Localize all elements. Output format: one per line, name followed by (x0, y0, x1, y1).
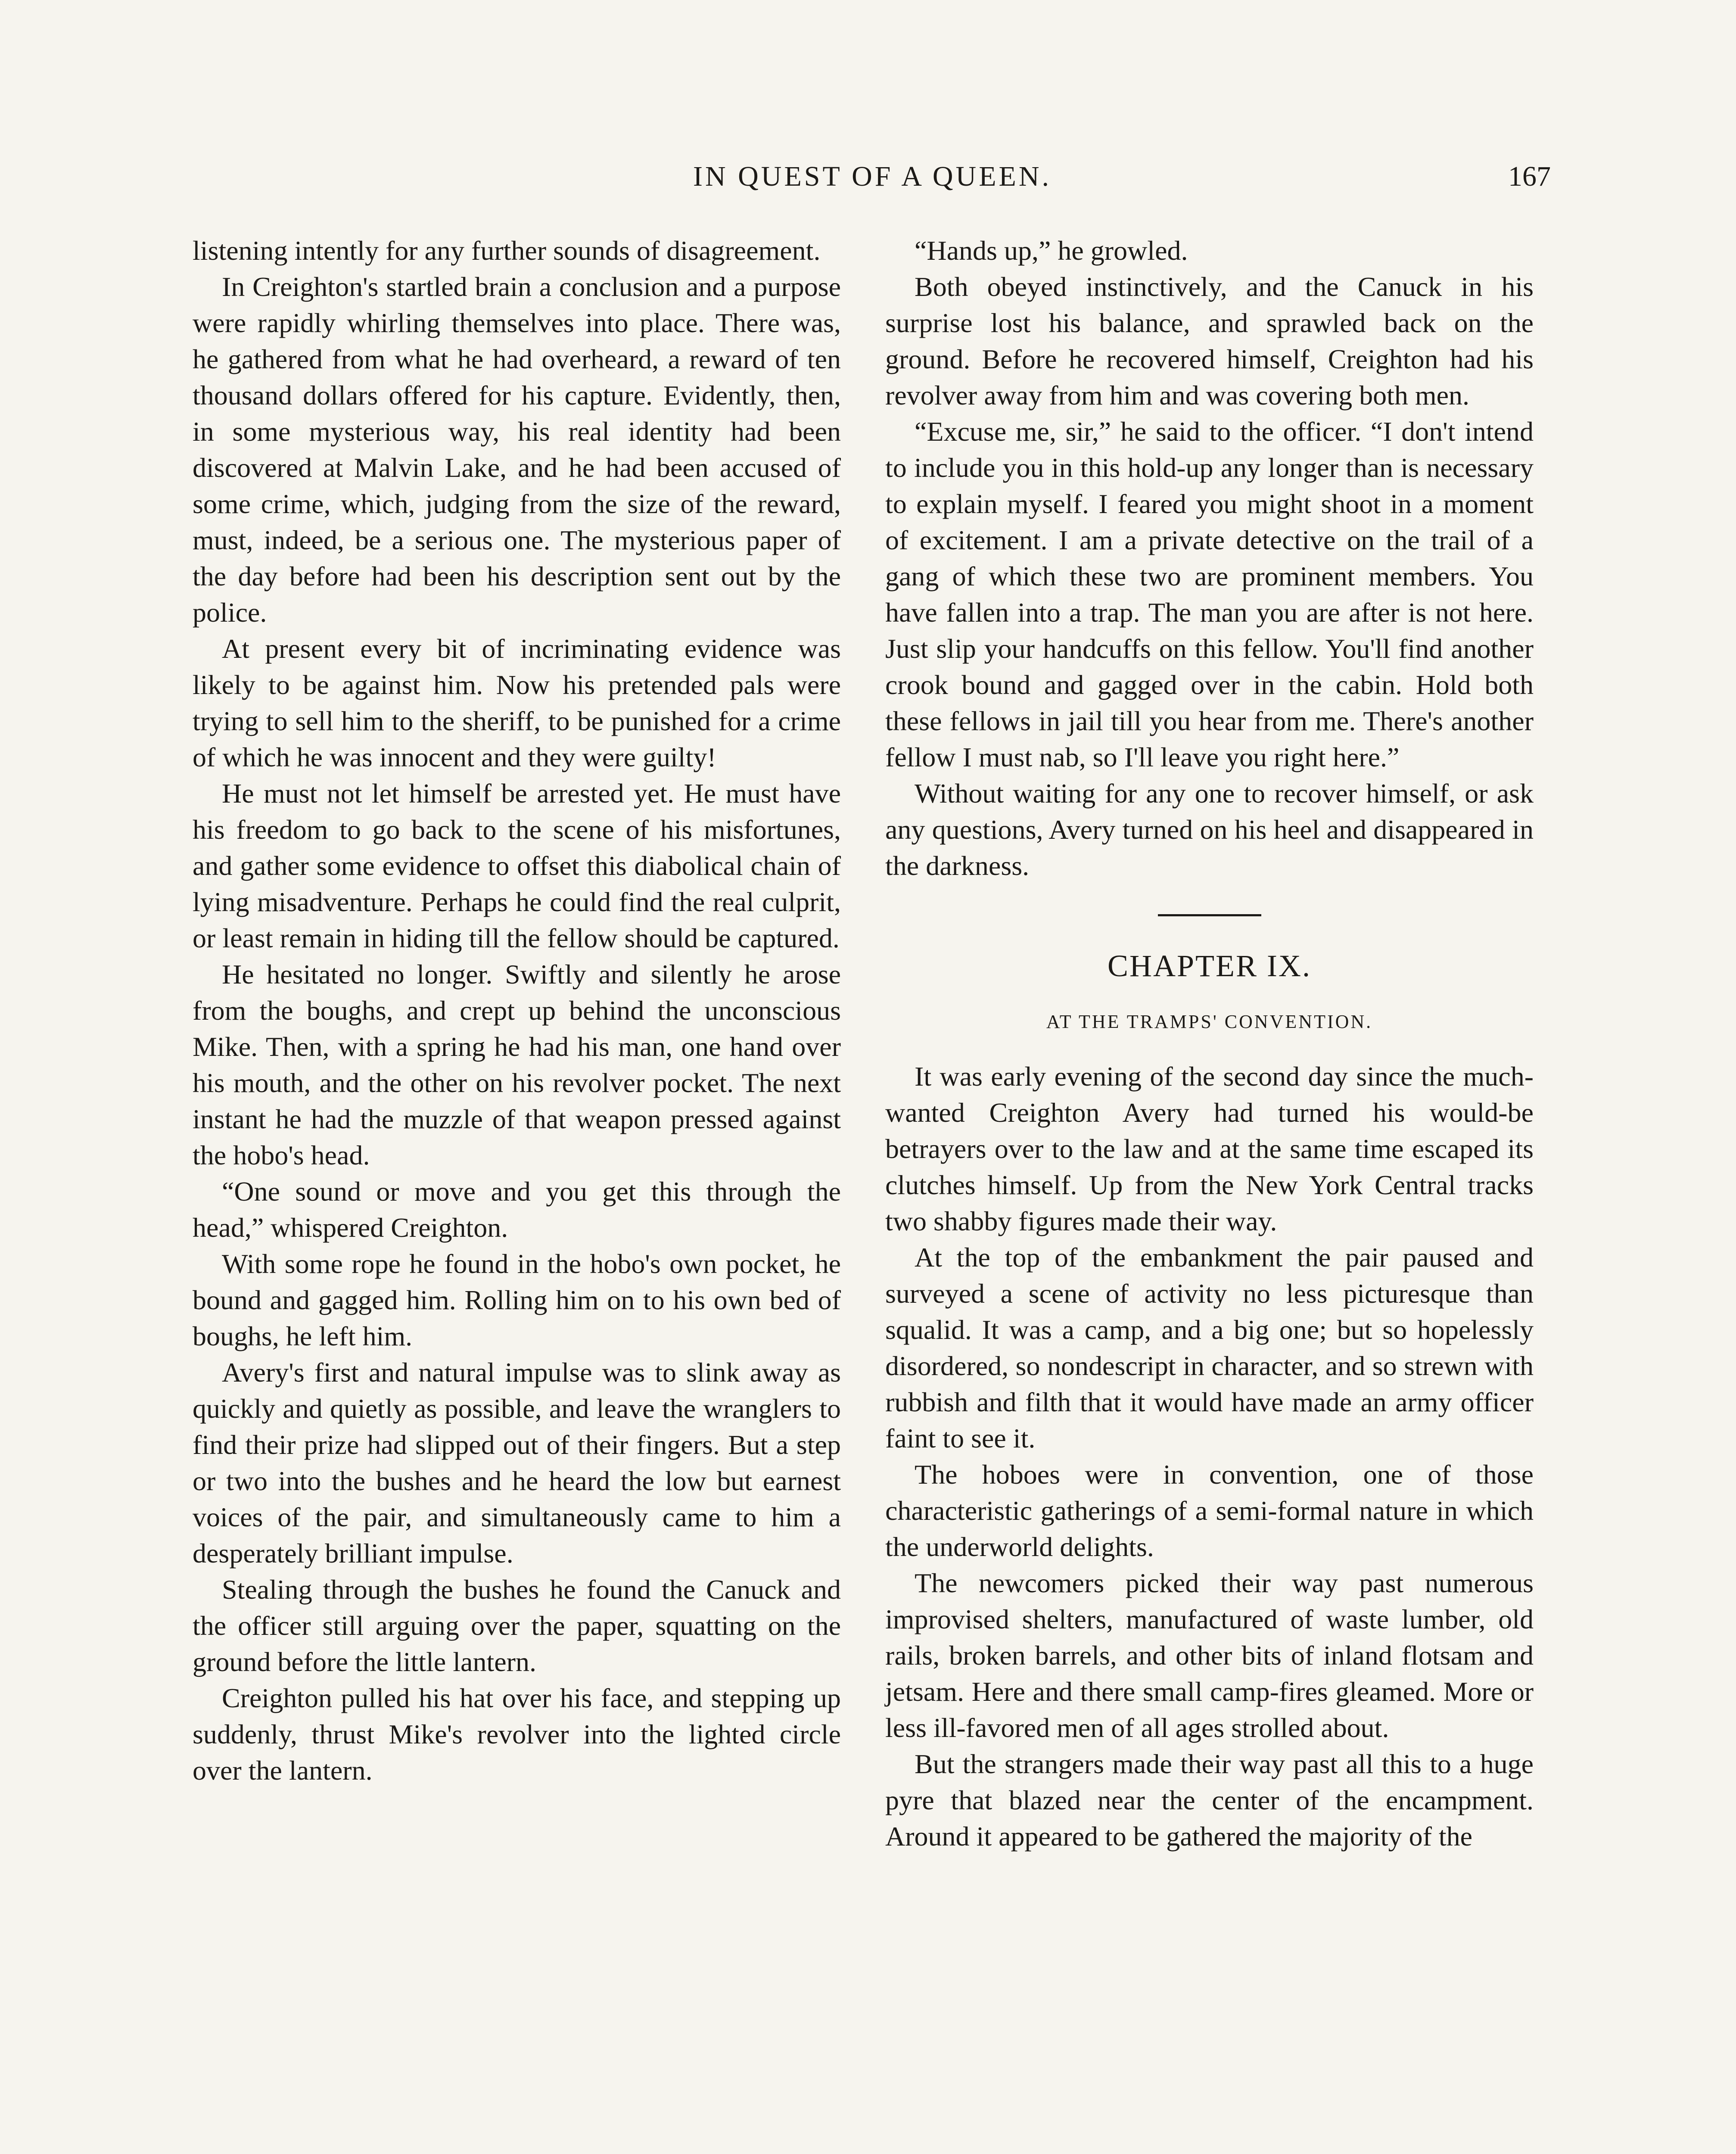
paragraph: “Excuse me, sir,” he said to the officer. “I don't intend to include you in this hold-up any longer than is necessary to explain myself. I feared you might shoot in a moment of excitement. I am a private detective on the trail of a gang of which these two are prominent members. You have fallen into a trap. The man you are after is not here. Just slip your handcuffs on this fellow. You'll find another crook bound and gagged over in the cabin. Hold both these fellows in jail till you hear from me. There's another fellow I must nab, so I'll leave you right here.” (885, 416, 1534, 772)
paragraph: Without waiting for any one to recover himself, or ask any questions, Avery turned on his heel and disappeared in the darkness. (885, 778, 1534, 881)
chapter-subtitle: AT THE TRAMPS' CONVENTION. (1046, 1011, 1373, 1032)
page-number: 167 (1508, 161, 1551, 192)
paragraph: The hoboes were in convention, one of those characteristic gatherings of a semi-formal nature in which the underworld delights. (885, 1459, 1534, 1562)
paragraph: “Hands up,” he growled. (915, 235, 1188, 266)
right-column (885, 233, 1534, 2154)
paragraph: At the top of the embankment the pair paused and surveyed a scene of activity no less picturesque than squalid. It was a camp, and a big one; but so hopelessly disordered, so nondescript in character, and so strewn with rubbish and filth that it would have made an army officer faint to see it. (885, 1242, 1534, 1454)
paragraph: With some rope he found in the hobo's own pocket, he bound and gagged him. Rolling him on to his own bed of boughs, he left him. (193, 1248, 841, 1351)
paragraph: It was early evening of the second day since the much-wanted Creighton Avery had turned his would-be betrayers over to the law and at the same time escaped its clutches himself. Up from the New York Central tracks two shabby figures made their way. (885, 1061, 1534, 1236)
paragraph: He hesitated no longer. Swiftly and silently he arose from the boughs, and crept up behind the unconscious Mike. Then, with a spring he had his man, one hand over his mouth, and the other on his revolver pocket. The next instant he had the muzzle of that weapon pressed against the hobo's head. (193, 959, 841, 1170)
paragraph: Stealing through the bushes he found the Canuck and the officer still arguing over the paper, squatting on the ground before the little lantern. (193, 1574, 841, 1677)
paragraph: In Creighton's startled brain a conclusion and a purpose were rapidly whirling themselves into place. There was, he gathered from what he had overheard, a reward of ten thousand dollars offered for his capture. Evidently, then, in some mysterious way, his real identity had been discovered at Malvin Lake, and he had been accused of some crime, which, judging from the size of the reward, must, indeed, be a serious one. The mysterious paper of the day before had been his description sent out by the police. (193, 271, 841, 628)
section-divider (1158, 914, 1261, 916)
paragraph: At present every bit of incriminating evidence was likely to be against him. Now his pretended pals were trying to sell him to the sheriff, to be punished for a crime of which he was innocent and they were guilty! (193, 633, 841, 772)
paragraph: The newcomers picked their way past numerous improvised shelters, manufactured of waste lumber, old rails, broken barrels, and other bits of inland flotsam and jetsam. Here and there small camp-fires gleamed. More or less ill-favored men of all ages strolled about. (885, 1568, 1534, 1743)
paragraph: But the strangers made their way past all this to a huge pyre that blazed near the center of the encampment. Around it appeared to be gathered the majority of the (885, 1749, 1534, 1852)
paragraph: Both obeyed instinctively, and the Canuck in his surprise lost his balance, and sprawled back on the ground. Before he recovered himself, Creighton had his revolver away from him and was covering both men. (885, 271, 1534, 411)
left-column (193, 233, 841, 2154)
paragraph: Creighton pulled his hat over his face, and stepping up suddenly, thrust Mike's revolver into the lighted circle over the lantern. (193, 1683, 841, 1786)
paragraph: Avery's first and natural impulse was to slink away as quickly and quietly as possible, and leave the wranglers to find their prize had slipped out of their fingers. But a step or two into the bushes and he heard the low but earnest voices of the pair, and simultaneously came to him a desperately brilliant impulse. (193, 1357, 841, 1569)
paragraph: “One sound or move and you get this through the head,” whispered Creighton. (193, 1176, 841, 1243)
chapter-title: CHAPTER IX. (1107, 949, 1311, 983)
running-title: IN QUEST OF A QUEEN. (693, 161, 1052, 192)
paragraph: He must not let himself be arrested yet. He must have his freedom to go back to the scene of his misfortunes, and gather some evidence to offset this diabolical chain of lying misadventure. Perhaps he could find the real culprit, or least remain in hiding till the fellow should be captured. (193, 778, 841, 953)
paragraph: listening intently for any further sounds of disagreement. (193, 235, 821, 266)
page-header (194, 153, 1551, 200)
